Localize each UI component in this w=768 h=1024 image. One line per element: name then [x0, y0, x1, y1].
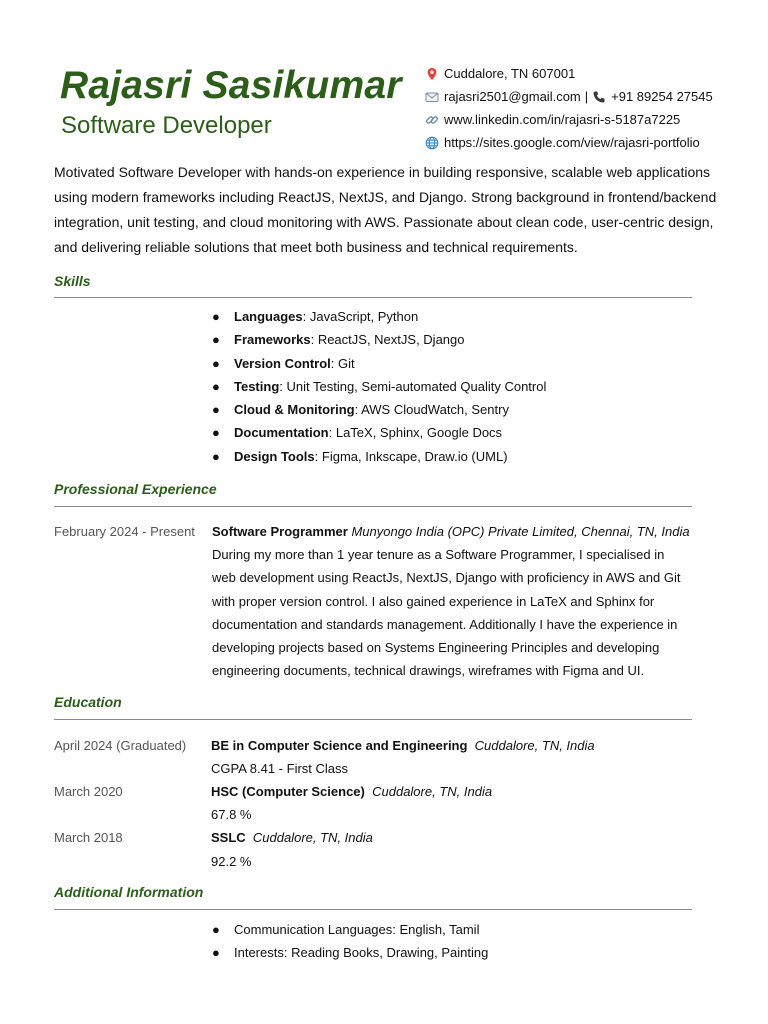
contact-linkedin — [425, 108, 713, 131]
candidate-role: Software Developer — [61, 112, 272, 139]
phone-icon — [592, 90, 606, 104]
bullet-icon: ● — [212, 922, 220, 937]
contact-location — [425, 62, 713, 85]
education-divider — [54, 719, 692, 720]
bullet-icon: ● — [212, 332, 220, 348]
degree-name: HSC (Computer Science) — [211, 784, 365, 799]
degree-location: Cuddalore, TN, India — [252, 830, 373, 845]
education-detail: CGPA 8.41 - First Class — [211, 761, 349, 776]
degree-location: Cuddalore, TN, India — [372, 784, 493, 799]
bullet-icon: ● — [212, 355, 220, 371]
bullet-icon: ● — [212, 425, 220, 441]
additional-item: ● Interests: Reading Books, Drawing, Painting — [210, 941, 488, 964]
link-icon — [425, 113, 439, 127]
skill-item-design-tools: ● Design Tools: Figma, Inkscape, Draw.io (UML) — [210, 445, 546, 468]
additional-divider — [54, 909, 692, 910]
bullet-icon: ● — [212, 378, 220, 394]
summary-paragraph: Motivated Software Developer with hands-on experience in building responsive, scalable web applications using modern frameworks including ReactJS, NextJS, and Django. Strong background in frontend/backend integration, unit testing, and cloud monitoring with AWS. Passionate about clean code, user-centric design, and delivering reliable solutions that meet both business and technical requirements. — [54, 164, 717, 255]
envelope-icon — [425, 90, 439, 104]
education-degree-line — [211, 738, 595, 753]
degree-location: Cuddalore, TN, India — [474, 738, 595, 753]
bullet-icon: ● — [212, 402, 220, 418]
candidate-name: Rajasri Sasikumar — [60, 64, 402, 107]
phone-link[interactable]: +91 89254 27545 — [611, 89, 713, 104]
experience-date: February 2024 - Present — [54, 524, 195, 539]
education-degree-line — [211, 784, 492, 799]
map-pin-icon — [425, 67, 439, 81]
globe-icon — [425, 136, 439, 150]
education-detail: 92.2 % — [211, 854, 252, 869]
skill-item-cloud-monitoring: ● Cloud & Monitoring: AWS CloudWatch, Sentry — [210, 398, 546, 421]
job-title: Software Programmer — [212, 524, 348, 539]
skills-heading: Skills — [54, 273, 91, 289]
contact-website — [425, 131, 713, 154]
additional-list — [210, 918, 488, 965]
location-text: Cuddalore, TN 607001 — [444, 66, 576, 81]
bullet-icon: ● — [212, 309, 220, 324]
contact-separator: | — [584, 89, 589, 104]
degree-name: BE in Computer Science and Engineering — [211, 738, 468, 753]
experience-description: During my more than 1 year tenure as a Software Programmer, I specialised in web development using ReactJs, NextJS, Django with proficiency in AWS and Git with proper version control. I also gained experience in LaTeX and Sphinx for documentation and standards management. Additionally I have the experience in developing projects based on Systems Engineering Principles and developing engineering documents, technical drawings, wireframes with Figma and UI. — [212, 547, 681, 679]
education-heading: Education — [54, 694, 122, 710]
experience-heading: Professional Experience — [54, 481, 217, 497]
contact-email-phone — [425, 85, 713, 108]
degree-name: SSLC — [211, 830, 246, 845]
company-name: Munyongo India (OPC) Private Limited, Chennai, TN, India — [351, 524, 690, 539]
bullet-icon: ● — [212, 945, 220, 961]
contact-block — [425, 62, 713, 154]
email-link[interactable]: rajasri2501@gmail.com — [444, 89, 581, 104]
education-date: March 2018 — [54, 830, 123, 845]
bullet-icon: ● — [212, 448, 220, 464]
skill-item-frameworks: ● Frameworks: ReactJS, NextJS, Django — [210, 328, 546, 351]
skill-item-languages: ● Languages: JavaScript, Python — [210, 305, 546, 328]
skill-item-version-control: ● Version Control: Git — [210, 352, 546, 375]
education-date: April 2024 (Graduated) — [54, 738, 187, 753]
additional-item: ● Communication Languages: English, Tamil — [210, 918, 488, 941]
experience-divider — [54, 506, 692, 507]
experience-title-line — [212, 520, 690, 543]
linkedin-link[interactable]: www.linkedin.com/in/rajasri-s-5187a7225 — [444, 112, 681, 127]
skills-list — [210, 305, 546, 468]
skills-divider — [54, 297, 692, 298]
education-detail: 67.8 % — [211, 807, 252, 822]
skill-item-documentation: ● Documentation: LaTeX, Sphinx, Google Docs — [210, 421, 546, 444]
website-link[interactable]: https://sites.google.com/view/rajasri-portfolio — [444, 135, 700, 150]
experience-entry — [212, 520, 690, 682]
education-date: March 2020 — [54, 784, 123, 799]
skill-item-testing: ● Testing: Unit Testing, Semi-automated Quality Control — [210, 375, 546, 398]
additional-heading: Additional Information — [54, 884, 204, 900]
education-degree-line — [211, 830, 373, 845]
